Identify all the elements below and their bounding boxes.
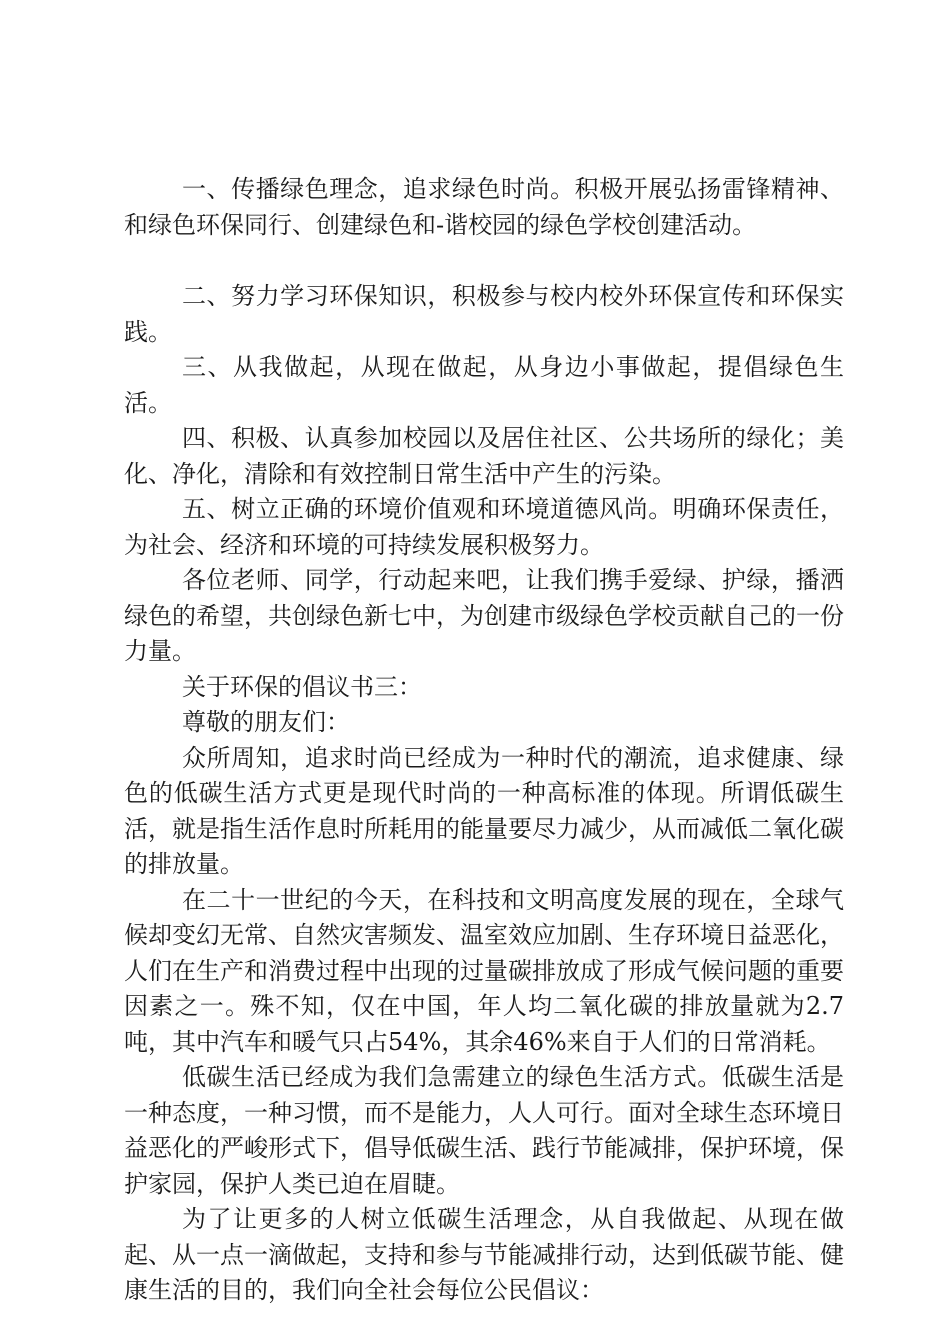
paragraph-8: 在二十一世纪的今天，在科技和文明高度发展的现在，全球气候却变幻无常、自然灾害频发、温室效应加剧、生存环境日益恶化，人们在生产和消费过程中出现的过量碳排放成了形成气候问题的重要因素之一。殊不知，仅在中国，年人均二氧化碳的排放量就为2.7吨，其中汽车和暖气只占54%，其余46%来自于人们的日常消耗。 xyxy=(124,885,844,1056)
paragraph-4: 四、积极、认真参加校园以及居住社区、公共场所的绿化；美化、净化，清除和有效控制日常生活中产生的污染。 xyxy=(124,424,844,488)
paragraph-1: 一、传播绿色理念，追求绿色时尚。积极开展弘扬雷锋精神、和绿色环保同行、创建绿色和-谐校园的绿色学校创建活动。 xyxy=(124,175,844,239)
paragraph-6: 各位老师、同学，行动起来吧，让我们携手爱绿、护绿，播洒绿色的希望，共创绿色新七中，为创建市级绿色学校贡献自己的一份力量。 xyxy=(124,566,844,665)
section-heading: 关于环保的倡议书三： xyxy=(182,672,422,701)
document-body xyxy=(124,172,844,1309)
salutation: 尊敬的朋友们： xyxy=(182,708,350,736)
paragraph-9: 低碳生活已经成为我们急需建立的绿色生活方式。低碳生活是一种态度，一种习惯，而不是能力，人人可行。面对全球生态环境日益恶化的严峻形式下，倡导低碳生活、践行节能减排，保护环境，保护家园，保护人类已迫在眉睫。 xyxy=(124,1063,844,1198)
paragraph-3: 三、从我做起，从现在做起，从身边小事做起，提倡绿色生活。 xyxy=(124,353,844,417)
paragraph-2: 二、努力学习环保知识，积极参与校内校外环保宣传和环保实践。 xyxy=(124,282,844,346)
paragraph-10: 为了让更多的人树立低碳生活理念，从自我做起、从现在做起、从一点一滴做起，支持和参与节能减排行动，达到低碳节能、健康生活的目的，我们向全社会每位公民倡议： xyxy=(124,1205,844,1304)
paragraph-5: 五、树立正确的环境价值观和环境道德风尚。明确环保责任，为社会、经济和环境的可持续发展积极努力。 xyxy=(124,495,844,559)
paragraph-7: 众所周知，追求时尚已经成为一种时代的潮流，追求健康、绿色的低碳生活方式更是现代时尚的一种高标准的体现。所谓低碳生活，就是指生活作息时所耗用的能量要尽力减少，从而减低二氧化碳的排放量。 xyxy=(124,743,844,878)
